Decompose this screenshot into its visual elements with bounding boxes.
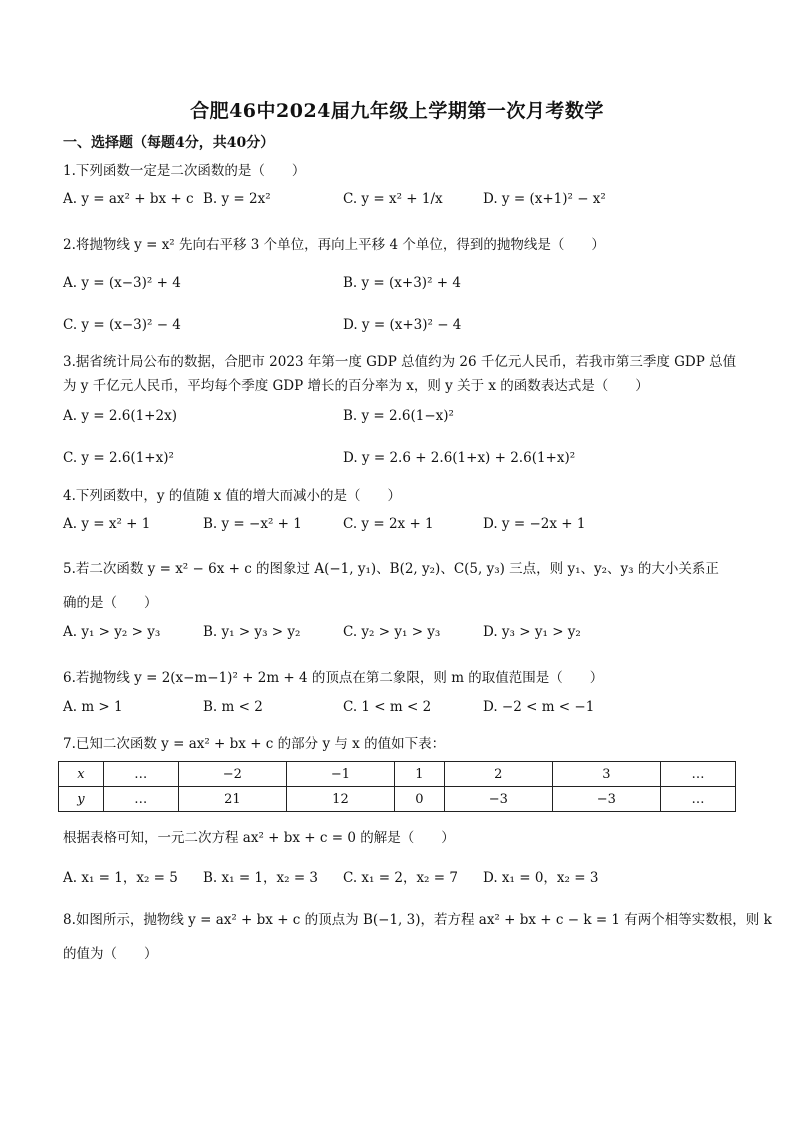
question-3-option-d[interactable]: D. y = 2.6 + 2.6(1+x) + 2.6(1+x)² [343,450,576,466]
table-cell: 1 [395,762,445,787]
question-4-option-d[interactable]: D. y = −2x + 1 [483,516,586,532]
question-3-option-a[interactable]: A. y = 2.6(1+2x) [63,408,177,424]
table-cell: 21 [178,787,286,812]
question-1-option-c[interactable]: C. y = x² + 1/x [343,191,443,207]
question-4-option-b[interactable]: B. y = −x² + 1 [203,516,302,532]
table-row-y [59,787,736,812]
table-cell: −3 [552,787,660,812]
table-row-x [59,762,736,787]
table-cell: −1 [286,762,394,787]
question-5-option-c[interactable]: C. y₂ > y₁ > y₃ [343,624,441,640]
question-2-stem: 2.将抛物线 y = x² 先向右平移 3 个单位，再向上平移 4 个单位，得到的抛物线是（ ） [63,237,605,253]
question-8-stem-line2: 的值为（ ） [63,946,158,962]
question-5-stem-line1: 5.若二次函数 y = x² − 6x + c 的图象过 A(−1, y₁)、B(2, y₂)、C(5, y₃) 三点，则 y₁、y₂、y₃ 的大小关系正 [63,561,719,577]
table-cell: 2 [444,762,552,787]
page-title: 合肥46中2024届九年级上学期第一次月考数学 [190,100,604,122]
question-5-option-a[interactable]: A. y₁ > y₂ > y₃ [63,624,161,640]
table-cell: … [660,762,735,787]
value-table [58,761,736,812]
question-4-option-c[interactable]: C. y = 2x + 1 [343,516,434,532]
question-2-option-b[interactable]: B. y = (x+3)² + 4 [343,275,461,291]
question-7-option-b[interactable]: B. x₁ = 1，x₂ = 3 [203,870,319,886]
question-5-option-b[interactable]: B. y₁ > y₃ > y₂ [203,624,301,640]
table-cell: x [59,762,104,787]
question-3-stem-line1: 3.据省统计局公布的数据，合肥市 2023 年第一度 GDP 总值约为 26 千亿元人民币，若我市第三季度 GDP 总值 [63,354,737,370]
question-3-option-b[interactable]: B. y = 2.6(1−x)² [343,408,454,424]
question-5-option-d[interactable]: D. y₃ > y₁ > y₂ [483,624,581,640]
question-7-option-d[interactable]: D. x₁ = 0，x₂ = 3 [483,870,599,886]
question-1-option-b[interactable]: B. y = 2x² [203,191,271,207]
question-2-option-a[interactable]: A. y = (x−3)² + 4 [63,275,181,291]
question-2-option-d[interactable]: D. y = (x+3)² − 4 [343,317,462,333]
table-cell: 3 [552,762,660,787]
question-1-option-a[interactable]: A. y = ax² + bx + c [63,191,194,207]
question-2-option-c[interactable]: C. y = (x−3)² − 4 [63,317,181,333]
table-cell: 0 [395,787,445,812]
table-cell: … [660,787,735,812]
question-4-option-a[interactable]: A. y = x² + 1 [63,516,151,532]
question-1-option-d[interactable]: D. y = (x+1)² − x² [483,191,606,207]
question-3-stem-line2: 为 y 千亿元人民币，平均每个季度 GDP 增长的百分率为 x，则 y 关于 x 的函数表达式是（ ） [63,378,649,394]
question-7-stem: 7.已知二次函数 y = ax² + bx + c 的部分 y 与 x 的值如下表： [63,736,446,752]
question-6-option-d[interactable]: D. −2 < m < −1 [483,699,595,715]
table-cell: … [103,762,178,787]
question-3-option-c[interactable]: C. y = 2.6(1+x)² [63,450,174,466]
question-6-option-b[interactable]: B. m < 2 [203,699,263,715]
question-7-option-a[interactable]: A. x₁ = 1，x₂ = 5 [63,870,178,886]
question-6-option-a[interactable]: A. m > 1 [63,699,123,715]
table-cell: −2 [178,762,286,787]
question-6-stem: 6.若抛物线 y = 2(x−m−1)² + 2m + 4 的顶点在第二象限，则 m 的取值范围是（ ） [63,670,604,686]
table-cell: … [103,787,178,812]
question-5-stem-line2: 确的是（ ） [63,595,158,611]
table-cell: −3 [444,787,552,812]
table-cell: y [59,787,104,812]
question-4-stem: 4.下列函数中，y 的值随 x 值的增大而减小的是（ ） [63,488,401,504]
question-7-followup: 根据表格可知，一元二次方程 ax² + bx + c = 0 的解是（ ） [63,830,455,846]
section-heading: 一、选择题（每题4分，共40分） [63,135,275,151]
question-1-stem: 1.下列函数一定是二次函数的是（ ） [63,163,306,179]
question-6-option-c[interactable]: C. 1 < m < 2 [343,699,432,715]
question-8-stem-line1: 8.如图所示，抛物线 y = ax² + bx + c 的顶点为 B(−1, 3)，若方程 ax² + bx + c − k = 1 有两个相等实数根，则 k [63,912,772,928]
table-cell: 12 [286,787,394,812]
question-7-option-c[interactable]: C. x₁ = 2，x₂ = 7 [343,870,458,886]
